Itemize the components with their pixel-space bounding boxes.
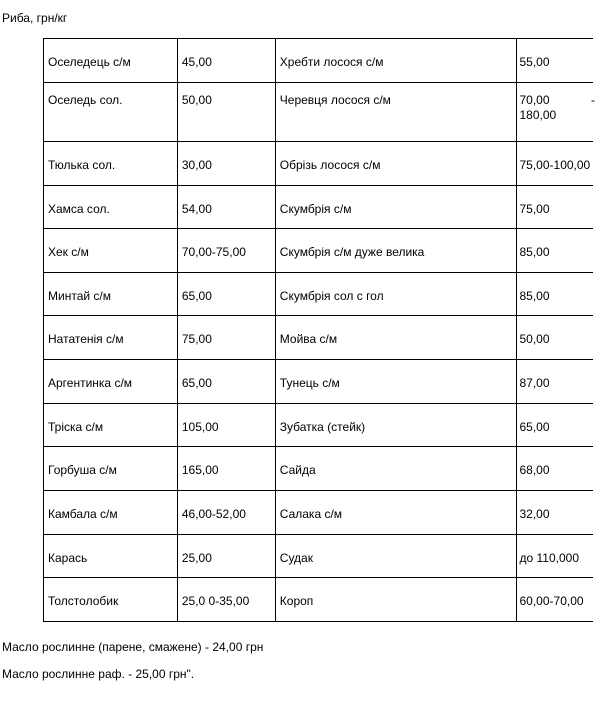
table-row	[44, 142, 594, 186]
fish-price-cell	[177, 229, 275, 273]
table-row	[44, 578, 594, 622]
fish-price-cell	[177, 273, 275, 316]
cell-text: 32,00	[519, 507, 550, 521]
cell-text: Хек с/м	[48, 245, 89, 259]
table-row	[44, 83, 594, 142]
cell-text: Тріска с/м	[48, 420, 104, 434]
cell-text: Нататенія с/м	[48, 332, 124, 346]
cell-text: Тунець с/м	[279, 376, 340, 390]
cell-text: 25,00	[181, 551, 212, 565]
cell-text: 165,00	[181, 463, 219, 477]
fish-price-cell	[177, 39, 275, 83]
cell-text: 65,00	[519, 420, 550, 434]
fish-name-cell	[275, 142, 516, 186]
cell-text: Минтай с/м	[48, 289, 111, 303]
cell-text: 54,00	[181, 202, 212, 216]
cell-text: Зубатка (стейк)	[279, 420, 366, 434]
cell-text: 85,00	[519, 289, 550, 303]
section-heading: Риба, грн/кг	[2, 11, 68, 25]
fish-name-cell	[44, 491, 178, 535]
fish-name-cell	[44, 535, 178, 578]
fish-name-cell	[275, 316, 516, 360]
cell-text: 105,00	[181, 420, 219, 434]
fish-price-cell	[516, 578, 593, 622]
fish-name-cell	[44, 316, 178, 360]
fish-price-cell	[516, 186, 593, 229]
cell-text: Скумбрія с/м	[279, 202, 352, 216]
cell-text: Хребти лосося с/м	[279, 55, 384, 69]
cell-text: 68,00	[519, 463, 550, 477]
fish-price-cell	[516, 229, 593, 273]
fish-price-cell	[516, 404, 593, 447]
fish-price-cell	[516, 491, 593, 535]
cell-text: Толстолобик	[48, 594, 119, 608]
cell-text: 75,00	[519, 202, 550, 216]
cell-text: 60,00-70,00	[519, 594, 584, 608]
fish-price-cell	[516, 39, 593, 83]
fish-price-cell	[516, 360, 593, 404]
fish-name-cell	[44, 447, 178, 491]
cell-text: Скумбрія сол с гол	[279, 289, 384, 303]
fish-name-cell	[44, 39, 178, 83]
fish-name-cell	[275, 229, 516, 273]
fish-price-cell	[177, 186, 275, 229]
cell-text: 45,00	[181, 55, 212, 69]
cell-text: 46,00-52,00	[181, 507, 246, 521]
fish-name-cell	[44, 404, 178, 447]
table-row	[44, 360, 594, 404]
fish-name-cell	[275, 83, 516, 142]
fish-price-cell	[177, 578, 275, 622]
cell-text: 87,00	[519, 376, 550, 390]
fish-name-cell	[44, 273, 178, 316]
cell-text: 85,00	[519, 245, 550, 259]
note-oil-refined: Масло рослинне раф. - 25,00 грн".	[2, 667, 195, 681]
note-oil-refined-steamed: Масло рослинне (парене, смажене) - 24,00 грн	[2, 640, 264, 654]
cell-text: 55,00	[519, 55, 550, 69]
cell-text: Оселедь сол.	[48, 93, 123, 107]
table-row	[44, 186, 594, 229]
fish-name-cell	[275, 535, 516, 578]
table-row	[44, 447, 594, 491]
fish-name-cell	[275, 39, 516, 83]
fish-name-cell	[44, 186, 178, 229]
fish-name-cell	[44, 578, 178, 622]
fish-name-cell	[44, 360, 178, 404]
fish-name-cell	[44, 142, 178, 186]
cell-text: Хамса сол.	[48, 202, 110, 216]
cell-text: Мойва с/м	[279, 332, 338, 346]
cell-text: 75,00	[181, 332, 212, 346]
table-row	[44, 273, 594, 316]
cell-text: 25,0 0-35,00	[181, 594, 250, 608]
cell-text: Черевця лосося с/м	[279, 93, 391, 107]
table-row	[44, 229, 594, 273]
table-row	[44, 316, 594, 360]
cell-text: 70,00-75,00	[181, 245, 246, 259]
fish-name-cell	[275, 360, 516, 404]
fish-name-cell	[275, 578, 516, 622]
cell-text: 75,00-100,00	[519, 158, 591, 172]
cell-text: Сайда	[279, 463, 316, 477]
table-row	[44, 535, 594, 578]
fish-name-cell	[44, 229, 178, 273]
cell-text: Судак	[279, 551, 313, 565]
cell-text: Камбала с/м	[48, 507, 118, 521]
cell-text: Карась	[48, 551, 88, 565]
table-row	[44, 404, 594, 447]
cell-text: Тюлька сол.	[48, 158, 116, 172]
fish-name-cell	[275, 273, 516, 316]
fish-name-cell	[275, 447, 516, 491]
cell-text: Салака с/м	[279, 507, 343, 521]
cell-text: 30,00	[181, 158, 212, 172]
fish-price-cell	[516, 535, 593, 578]
cell-text: 70,00 - 180,00	[519, 93, 595, 122]
price-table	[43, 38, 593, 622]
fish-name-cell	[275, 186, 516, 229]
cell-text: Обрізь лосося с/м	[279, 158, 381, 172]
fish-name-cell	[44, 83, 178, 142]
cell-text: Короп	[279, 594, 314, 608]
cell-text: Скумбрія с/м дуже велика	[279, 245, 425, 259]
cell-text: 50,00	[181, 93, 212, 107]
fish-price-cell	[516, 273, 593, 316]
table-row	[44, 491, 594, 535]
fish-price-cell	[177, 491, 275, 535]
fish-price-cell	[177, 142, 275, 186]
fish-price-cell	[177, 316, 275, 360]
cell-text: 65,00	[181, 376, 212, 390]
fish-price-cell	[516, 316, 593, 360]
cell-text: Горбуша с/м	[48, 463, 117, 477]
fish-price-cell	[177, 83, 275, 142]
table-row	[44, 39, 594, 83]
cell-text: Оселедець с/м	[48, 55, 131, 69]
cell-text: 50,00	[519, 332, 550, 346]
fish-name-cell	[275, 404, 516, 447]
fish-price-cell	[516, 83, 593, 142]
cell-text: до 110,000	[519, 551, 579, 565]
fish-price-cell	[516, 142, 593, 186]
fish-price-cell	[516, 447, 593, 491]
fish-price-cell	[177, 360, 275, 404]
cell-text: Аргентинка с/м	[48, 376, 133, 390]
fish-price-cell	[177, 535, 275, 578]
fish-price-cell	[177, 404, 275, 447]
fish-price-cell	[177, 447, 275, 491]
fish-name-cell	[275, 491, 516, 535]
cell-text: 65,00	[181, 289, 212, 303]
